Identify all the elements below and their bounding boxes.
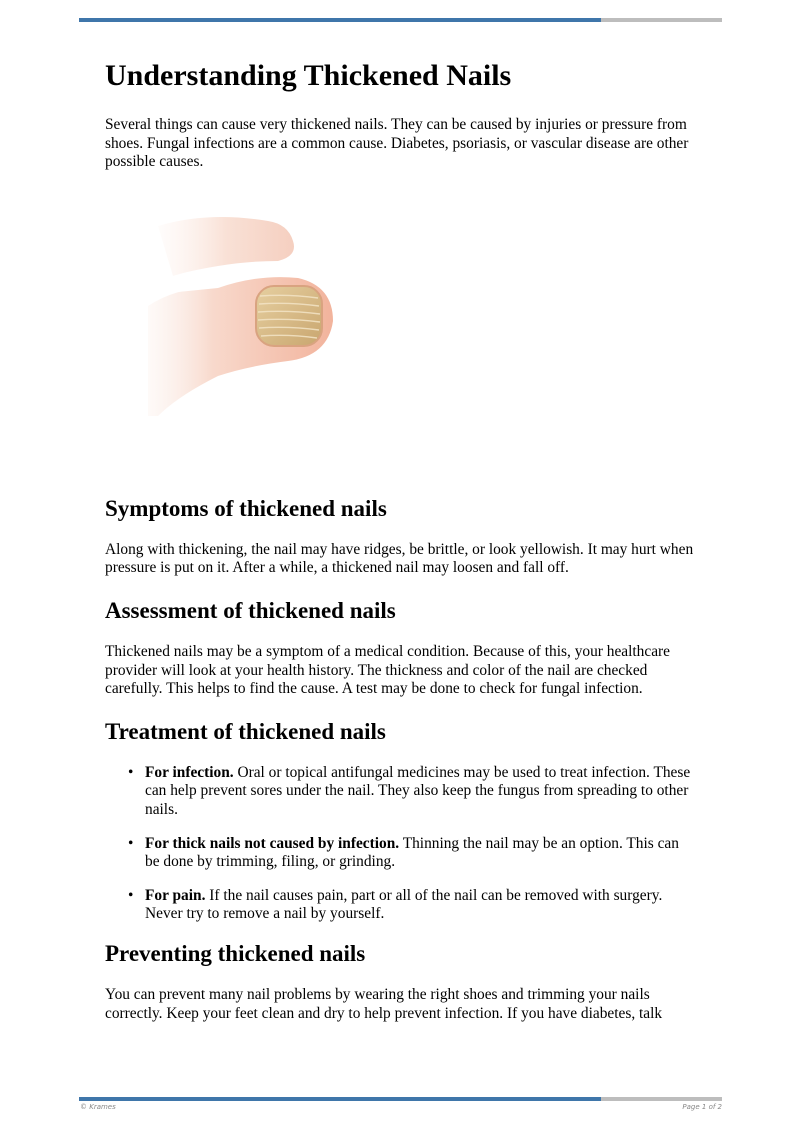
- section-assessment: [105, 596, 695, 699]
- section-heading: Treatment of thickened nails: [105, 718, 386, 744]
- list-item-lead: For pain.: [145, 886, 206, 904]
- header-rule: [79, 18, 722, 22]
- footer-copyright: © Krames: [80, 1103, 116, 1111]
- section-heading: Symptoms of thickened nails: [105, 495, 387, 521]
- list-item-lead: For thick nails not caused by infection.: [145, 834, 400, 852]
- footer-rule-grey: [601, 1097, 722, 1101]
- footer-rule: [79, 1097, 722, 1101]
- intro-paragraph: Several things can cause very thickened nails. They can be caused by injuries or pressure from shoes. Fungal infections are a common cause. Diabetes, psoriasis, or vascular disease are other possible causes.: [105, 116, 689, 171]
- list-item-text: If the nail causes pain, part or all of the nail can be removed with surgery. Never try to remove a nail by yourself.: [145, 886, 663, 923]
- thickened-toenail-image: [148, 216, 338, 416]
- list-item-text: Oral or topical antifungal medicines may be used to treat infection. These can help prevent sores under the nail. They also keep the fungus from spreading to other nails.: [145, 763, 691, 818]
- section-body: Thickened nails may be a symptom of a medical condition. Because of this, your healthcare provider will look at your health history. The thickness and color of the nail are checked carefully. This helps to find the cause. A test may be done to check for fungal infection.: [105, 642, 670, 698]
- page-title: Understanding Thickened Nails: [105, 59, 512, 92]
- section-symptoms: [105, 494, 695, 578]
- section-treatment: [105, 717, 695, 924]
- footer-rule-accent: [79, 1097, 601, 1101]
- list-item: [145, 887, 695, 924]
- header-rule-grey: [601, 18, 722, 22]
- header-rule-accent: [79, 18, 601, 22]
- document-body: [105, 56, 695, 1041]
- list-item: [145, 764, 695, 820]
- section-heading: Preventing thickened nails: [105, 940, 366, 966]
- toe-illustration: [105, 172, 695, 494]
- list-item: [145, 835, 695, 872]
- second-toe-shape: [158, 217, 294, 276]
- section-body: Along with thickening, the nail may have ridges, be brittle, or look yellowish. It may hurt when pressure is put on it. After a while, a thickened nail may loosen and fall off.: [105, 540, 694, 577]
- section-preventing: [105, 939, 695, 1023]
- treatment-list: [105, 764, 695, 924]
- section-heading: Assessment of thickened nails: [105, 597, 396, 623]
- list-item-text: Thinning the nail may be an option. This can be done by trimming, filing, or grinding.: [145, 834, 679, 871]
- section-body: You can prevent many nail problems by wearing the right shoes and trimming your nails correctly. Keep your feet clean and dry to help prevent infection. If you have diabetes, talk: [105, 985, 663, 1022]
- footer-page-number: Page 1 of 2: [682, 1103, 722, 1111]
- list-item-lead: For infection.: [145, 763, 234, 781]
